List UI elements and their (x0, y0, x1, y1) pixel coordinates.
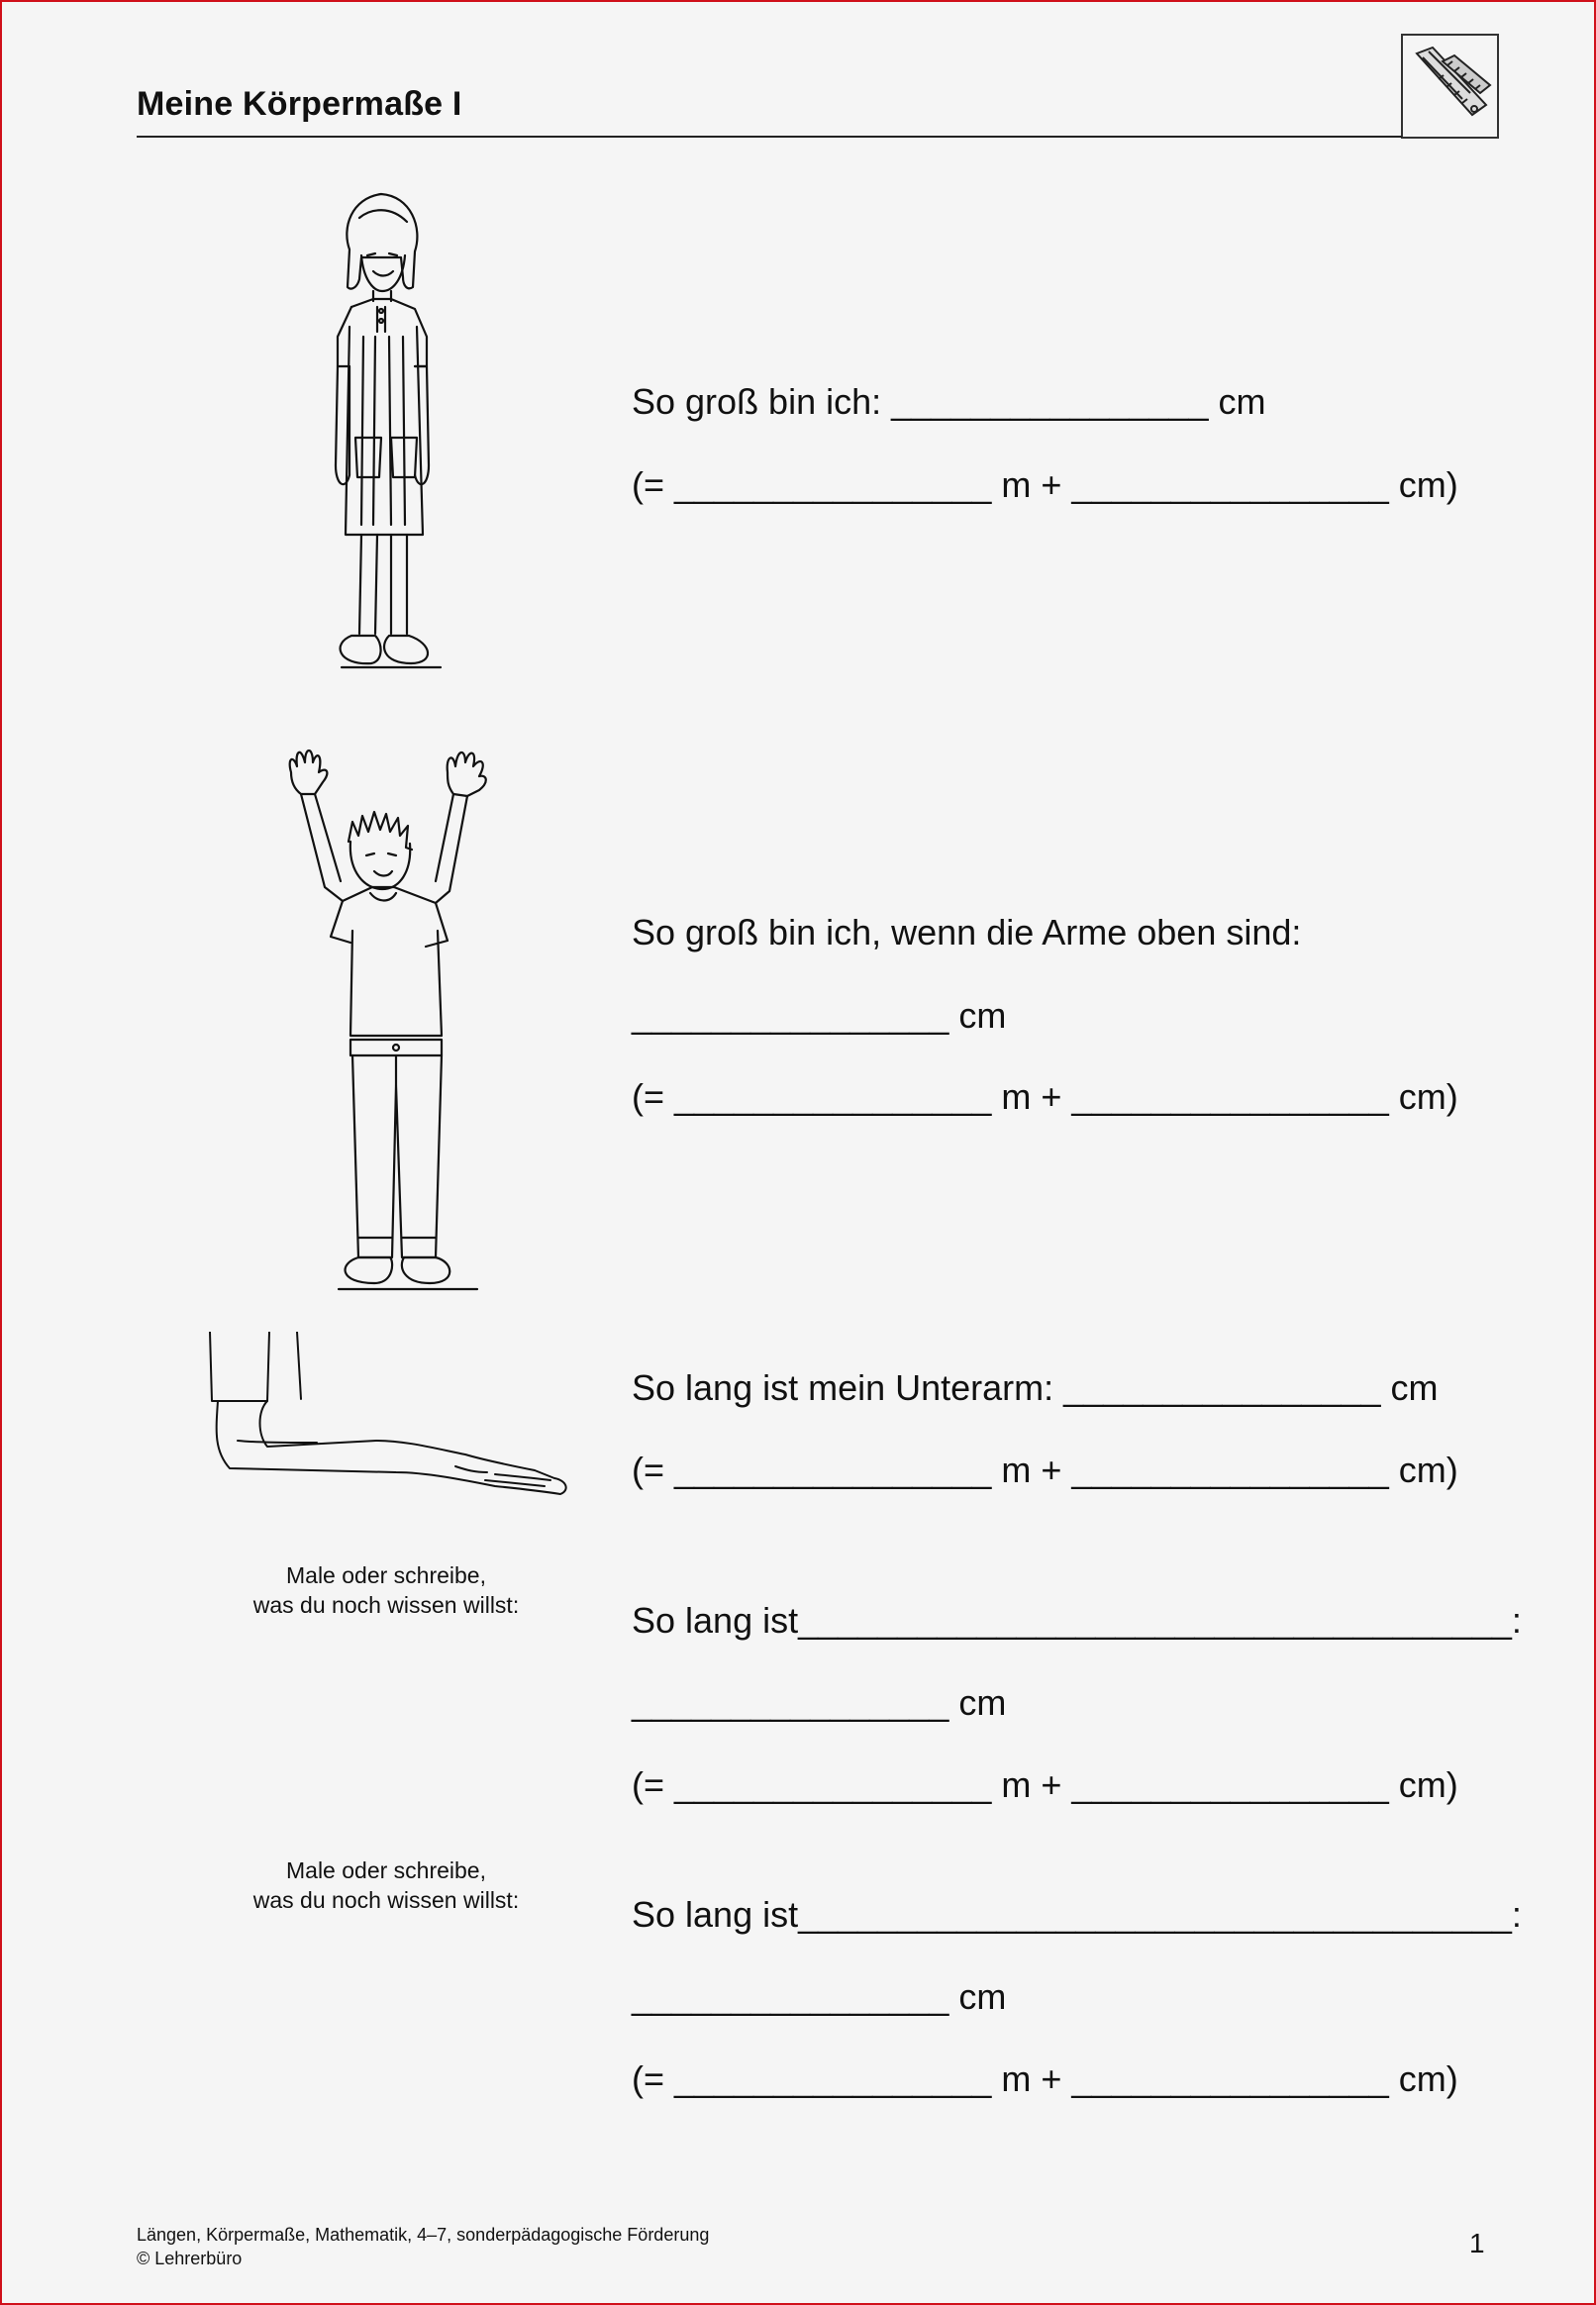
custom-length-line-2: So lang ist____________________________________: (632, 1894, 1522, 1935)
footer-source: Längen, Körpermaße, Mathematik, 4–7, sonderpädagogische Förderung (137, 2225, 710, 2245)
boy-arms-raised-illustration (279, 733, 507, 1307)
custom-cm-line-1: ________________ cm (632, 1682, 1007, 1723)
forearm-illustration (198, 1332, 574, 1530)
caption-line: Male oder schreibe, (286, 1857, 486, 1883)
girl-standing-illustration (312, 188, 450, 673)
caption-line: was du noch wissen willst: (252, 1887, 520, 1913)
caption-line: Male oder schreibe, (286, 1562, 486, 1588)
custom-length-line-1: So lang ist____________________________________: (632, 1600, 1522, 1641)
caption-line: was du noch wissen willst: (252, 1592, 520, 1618)
forearm-conversion-line: (= ________________ m + ________________ cm) (632, 1450, 1458, 1490)
footer (137, 2223, 709, 2270)
page-number: 1 (1469, 2228, 1485, 2258)
height-line: So groß bin ich: ________________ cm (632, 381, 1266, 422)
custom-conversion-line-2: (= ________________ m + ________________ cm) (632, 2058, 1458, 2099)
free-caption-1 (218, 1560, 554, 1620)
footer-copyright: © Lehrerbüro (137, 2249, 243, 2268)
custom-cm-line-2: ________________ cm (632, 1976, 1007, 2017)
height-conversion-line: (= ________________ m + ________________ cm) (632, 464, 1458, 505)
page-title: Meine Körpermaße I (137, 85, 462, 123)
free-caption-2 (218, 1855, 554, 1915)
header-rule (137, 136, 1402, 138)
folding-ruler-icon (1401, 34, 1499, 139)
arms-up-height-line: So groß bin ich, wenn die Arme oben sind: (632, 912, 1302, 952)
custom-conversion-line-1: (= ________________ m + ________________ cm) (632, 1764, 1458, 1805)
arms-up-conversion-line: (= ________________ m + ________________ cm) (632, 1076, 1458, 1117)
arms-up-cm-line: ________________ cm (632, 995, 1007, 1036)
forearm-line: So lang ist mein Unterarm: ________________ cm (632, 1367, 1439, 1408)
